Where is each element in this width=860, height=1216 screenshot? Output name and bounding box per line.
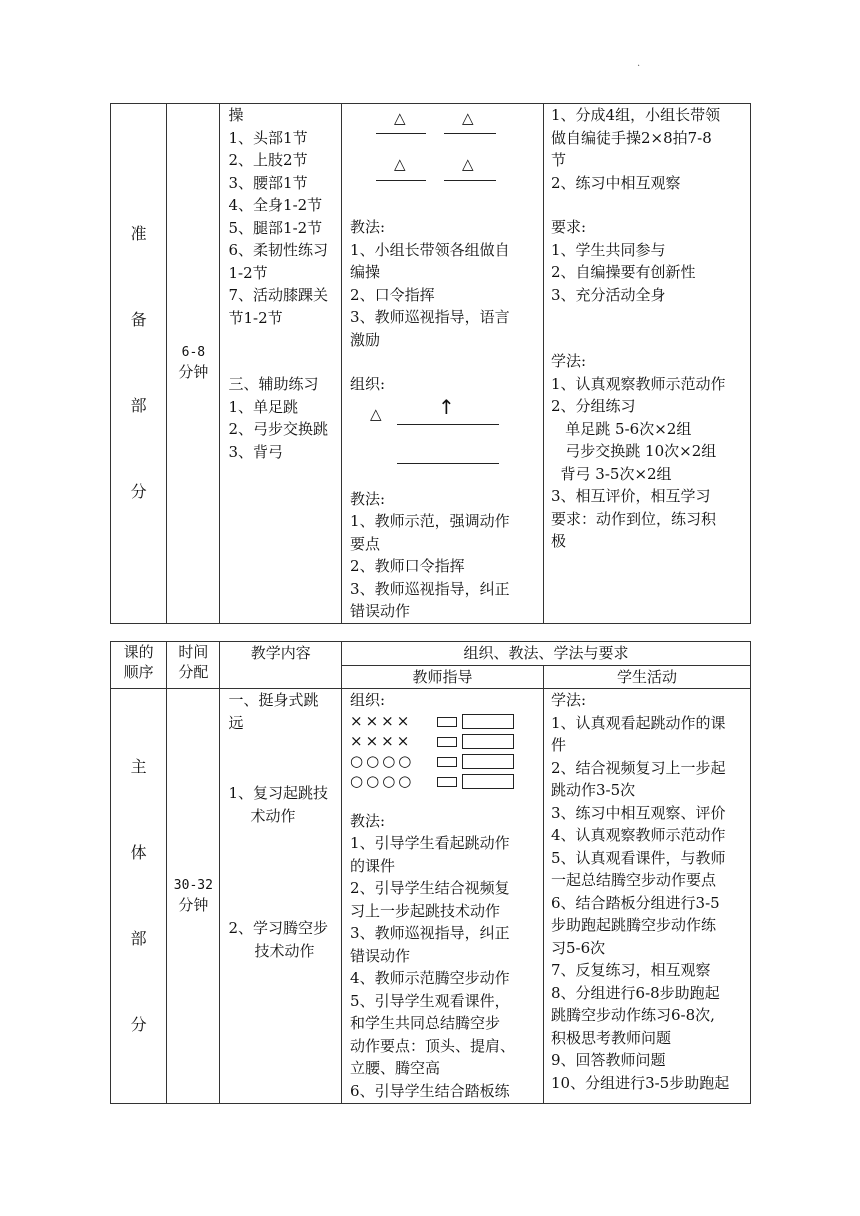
main-content-cell	[220, 689, 342, 1104]
main-teacher-cell	[342, 689, 544, 1104]
content-line: 5、腿部1-2节	[228, 218, 323, 237]
teacher-line: 1、引导学生看起跳动作	[350, 834, 510, 852]
prep-time-minutes: 6-8	[181, 344, 206, 360]
student-line: 一起总结腾空步动作要点	[550, 871, 716, 889]
header-order	[111, 642, 167, 689]
landing-pit-shape	[462, 754, 514, 769]
content-line: 技术动作	[254, 941, 315, 960]
triangle-icon: △	[394, 155, 406, 173]
main-time-unit: 分钟	[178, 895, 209, 914]
student-line: 5、认真观看课件，与教师	[550, 848, 726, 867]
student-line: 学法:	[550, 691, 587, 709]
student-line: 8、分组进行6-8步助跑起	[550, 983, 720, 1002]
student-line: 件	[550, 736, 566, 754]
main-time-cell	[167, 689, 220, 1104]
student-line: 3、充分活动全身	[550, 285, 666, 304]
header-order-line: 课的	[123, 643, 154, 661]
student-line: 1、分成4组，小组长带领	[550, 106, 721, 124]
teacher-line: 1、小组长带领各组做自	[350, 240, 510, 259]
main-time-minutes: 30-32	[173, 877, 213, 893]
student-line: 1、学生共同参与	[550, 240, 666, 259]
teacher-line: 6、引导学生结合踏板练	[350, 1081, 510, 1100]
teacher-line: 错误动作	[350, 946, 411, 965]
header-time-line: 时间	[178, 643, 209, 661]
teacher-org-title: 组织:	[350, 691, 386, 709]
landing-pit-shape	[462, 774, 514, 789]
section-char: 分	[130, 482, 147, 502]
header-time	[167, 642, 220, 689]
spacer	[228, 827, 338, 849]
prep-teacher-cell	[342, 104, 544, 624]
teacher-line: 4、教师示范腾空步动作	[350, 969, 510, 987]
teacher-line: 1、教师示范，强调动作	[350, 512, 510, 530]
content-line: 1、头部1节	[228, 128, 308, 147]
teacher-org-title: 组织:	[350, 375, 386, 393]
formation-row-label: ××××	[350, 731, 413, 750]
header-teacher: 教师指导	[342, 665, 544, 689]
content-line: 2、学习腾空步	[228, 919, 329, 937]
student-line: 要求：动作到位，练习积	[550, 509, 716, 528]
triangle-icon: △	[462, 155, 474, 173]
content-line: 远	[228, 713, 244, 732]
student-line: 7、反复练习，相互观察	[550, 961, 711, 979]
landing-pit-shape	[462, 714, 514, 729]
content-line: 操	[228, 106, 244, 124]
header-org: 组织、教法、学法与要求	[342, 642, 751, 666]
student-line: 弓步交换跳 10次×2组	[550, 442, 717, 460]
student-line: 做自编徒手操2×8拍7-8	[550, 128, 712, 147]
formation-row-label: ××××	[350, 711, 413, 730]
student-line: 跳腾空步动作练习6-8次,	[550, 1006, 715, 1024]
student-line: 背弓 3-5次×2组	[550, 464, 672, 483]
spacer	[551, 194, 748, 216]
content-line: 2、上肢2节	[228, 151, 308, 169]
content-line: 1、单足跳	[228, 397, 299, 416]
student-line: 1、认真观看起跳动作的课	[550, 713, 726, 732]
teacher-line: 和学生共同总结腾空步	[350, 1014, 501, 1032]
content-line: 一、挺身式跳	[228, 691, 319, 709]
content-line: 1、复习起跳技	[228, 784, 329, 802]
section-char: 分	[130, 1015, 147, 1034]
formation-line	[444, 180, 496, 181]
takeoff-board-shape	[437, 757, 457, 767]
student-line: 习5-6次	[550, 938, 606, 957]
student-line: 4、认真观察教师示范动作	[550, 826, 726, 844]
formation-diagram-groups	[350, 104, 540, 216]
section-char: 部	[130, 929, 147, 948]
teacher-line: 2、教师口令指挥	[350, 557, 465, 575]
arrow-up-icon: ↑	[438, 394, 455, 419]
spacer	[228, 871, 338, 893]
content-line: 3、腰部1节	[228, 173, 308, 192]
section-char: 主	[130, 757, 147, 776]
spacer	[228, 893, 338, 915]
takeoff-board-shape	[437, 737, 457, 747]
section-char: 备	[130, 310, 147, 330]
spacer	[551, 306, 748, 328]
prep-time-cell	[167, 104, 220, 624]
prep-section-label	[111, 104, 167, 624]
page-marker-dot: .	[637, 58, 641, 69]
student-line: 2、分组练习	[550, 397, 636, 415]
takeoff-board-shape	[437, 717, 457, 727]
content-line: 1-2节	[228, 263, 268, 282]
formation-line	[376, 133, 426, 134]
student-line: 2、练习中相互观察	[550, 173, 681, 192]
triangle-icon: △	[370, 404, 382, 423]
teacher-line: 动作要点：顶头、提肩、	[350, 1036, 516, 1055]
formation-line	[397, 424, 499, 425]
triangle-icon: △	[394, 109, 406, 127]
teacher-line: 激励	[350, 330, 381, 349]
teacher-line: 要点	[350, 534, 381, 553]
header-content: 教学内容	[220, 642, 342, 689]
header-student: 学生活动	[543, 665, 750, 689]
student-line: 学法:	[550, 352, 587, 370]
teacher-line: 错误动作	[350, 602, 411, 620]
student-line: 积极思考教师问题	[550, 1028, 671, 1047]
formation-line	[376, 180, 426, 181]
section-char: 体	[130, 843, 147, 862]
main-student-cell	[543, 689, 750, 1104]
content-line: 4、全身1-2节	[228, 196, 323, 214]
student-line: 9、回答教师问题	[550, 1051, 666, 1069]
teacher-line: 2、口令指挥	[350, 285, 435, 304]
student-line: 1、认真观察教师示范动作	[550, 374, 726, 393]
student-line: 2、结合视频复习上一步起	[550, 758, 726, 777]
formation-diagram-runup	[350, 712, 540, 810]
student-line: 3、练习中相互观察、评价	[550, 803, 726, 822]
section-char: 部	[130, 396, 147, 416]
content-line: 2、弓步交换跳	[228, 420, 329, 438]
content-line: 7、活动膝踝关	[228, 286, 329, 304]
teacher-line: 立腰、腾空高	[350, 1059, 441, 1077]
teacher-line: 3、教师巡视指导，纠正	[350, 579, 510, 598]
student-line: 3、相互评价，相互学习	[550, 487, 711, 505]
triangle-icon: △	[462, 109, 474, 127]
spacer	[228, 756, 338, 778]
section-char: 准	[130, 224, 147, 244]
teacher-line: 2、引导学生结合视频复	[350, 879, 510, 897]
takeoff-board-shape	[437, 777, 457, 787]
student-line: 步助跑起跳腾空步动作练	[550, 916, 716, 934]
spacer	[228, 849, 338, 871]
spacer	[228, 734, 338, 756]
student-line: 极	[550, 532, 566, 550]
teacher-line: 编操	[350, 263, 381, 281]
student-line: 6、结合踏板分组进行3-5	[550, 893, 720, 912]
student-line: 跳动作3-5次	[550, 781, 636, 799]
content-line: 节1-2节	[228, 308, 283, 327]
main-section-table	[110, 641, 751, 1104]
content-line	[228, 329, 338, 351]
teacher-line: 习上一步起跳技术动作	[350, 901, 501, 920]
header-time-line: 分配	[178, 663, 209, 681]
formation-row-label: ○○○○	[350, 751, 415, 770]
content-line: 3、背弓	[228, 442, 284, 461]
teacher-line: 3、教师巡视指导，纠正	[350, 924, 510, 942]
student-line: 节	[550, 151, 566, 169]
student-line: 要求:	[550, 218, 587, 236]
spacer	[551, 328, 748, 350]
teacher-line: 的课件	[350, 856, 396, 875]
teacher-line: 5、引导学生观看课件，	[350, 991, 510, 1010]
content-line: 术动作	[250, 806, 296, 825]
teacher-line: 教法:	[350, 811, 386, 830]
teacher-line: 教法:	[350, 489, 386, 508]
prep-section-table	[110, 103, 751, 624]
teacher-line: 教法:	[350, 218, 386, 236]
teacher-line: 3、教师巡视指导，语言	[350, 308, 510, 326]
content-line: 6、柔韧性练习	[228, 241, 329, 259]
prep-time-unit: 分钟	[178, 362, 209, 381]
prep-student-cell	[543, 104, 750, 624]
content-line	[228, 351, 338, 373]
formation-diagram-demo	[350, 396, 540, 488]
student-line: 单足跳 5-6次×2组	[550, 419, 692, 438]
formation-line	[444, 133, 496, 134]
formation-row-label: ○○○○	[350, 771, 415, 790]
content-line: 三、辅助练习	[228, 375, 319, 393]
main-section-label	[111, 689, 167, 1104]
header-order-line: 顺序	[123, 663, 154, 681]
prep-content-cell	[220, 104, 342, 624]
student-line: 2、自编操要有创新性	[550, 263, 696, 281]
landing-pit-shape	[462, 734, 514, 749]
spacer	[350, 351, 540, 373]
formation-line	[397, 463, 499, 464]
student-line: 10、分组进行3-5步助跑起	[550, 1073, 730, 1092]
